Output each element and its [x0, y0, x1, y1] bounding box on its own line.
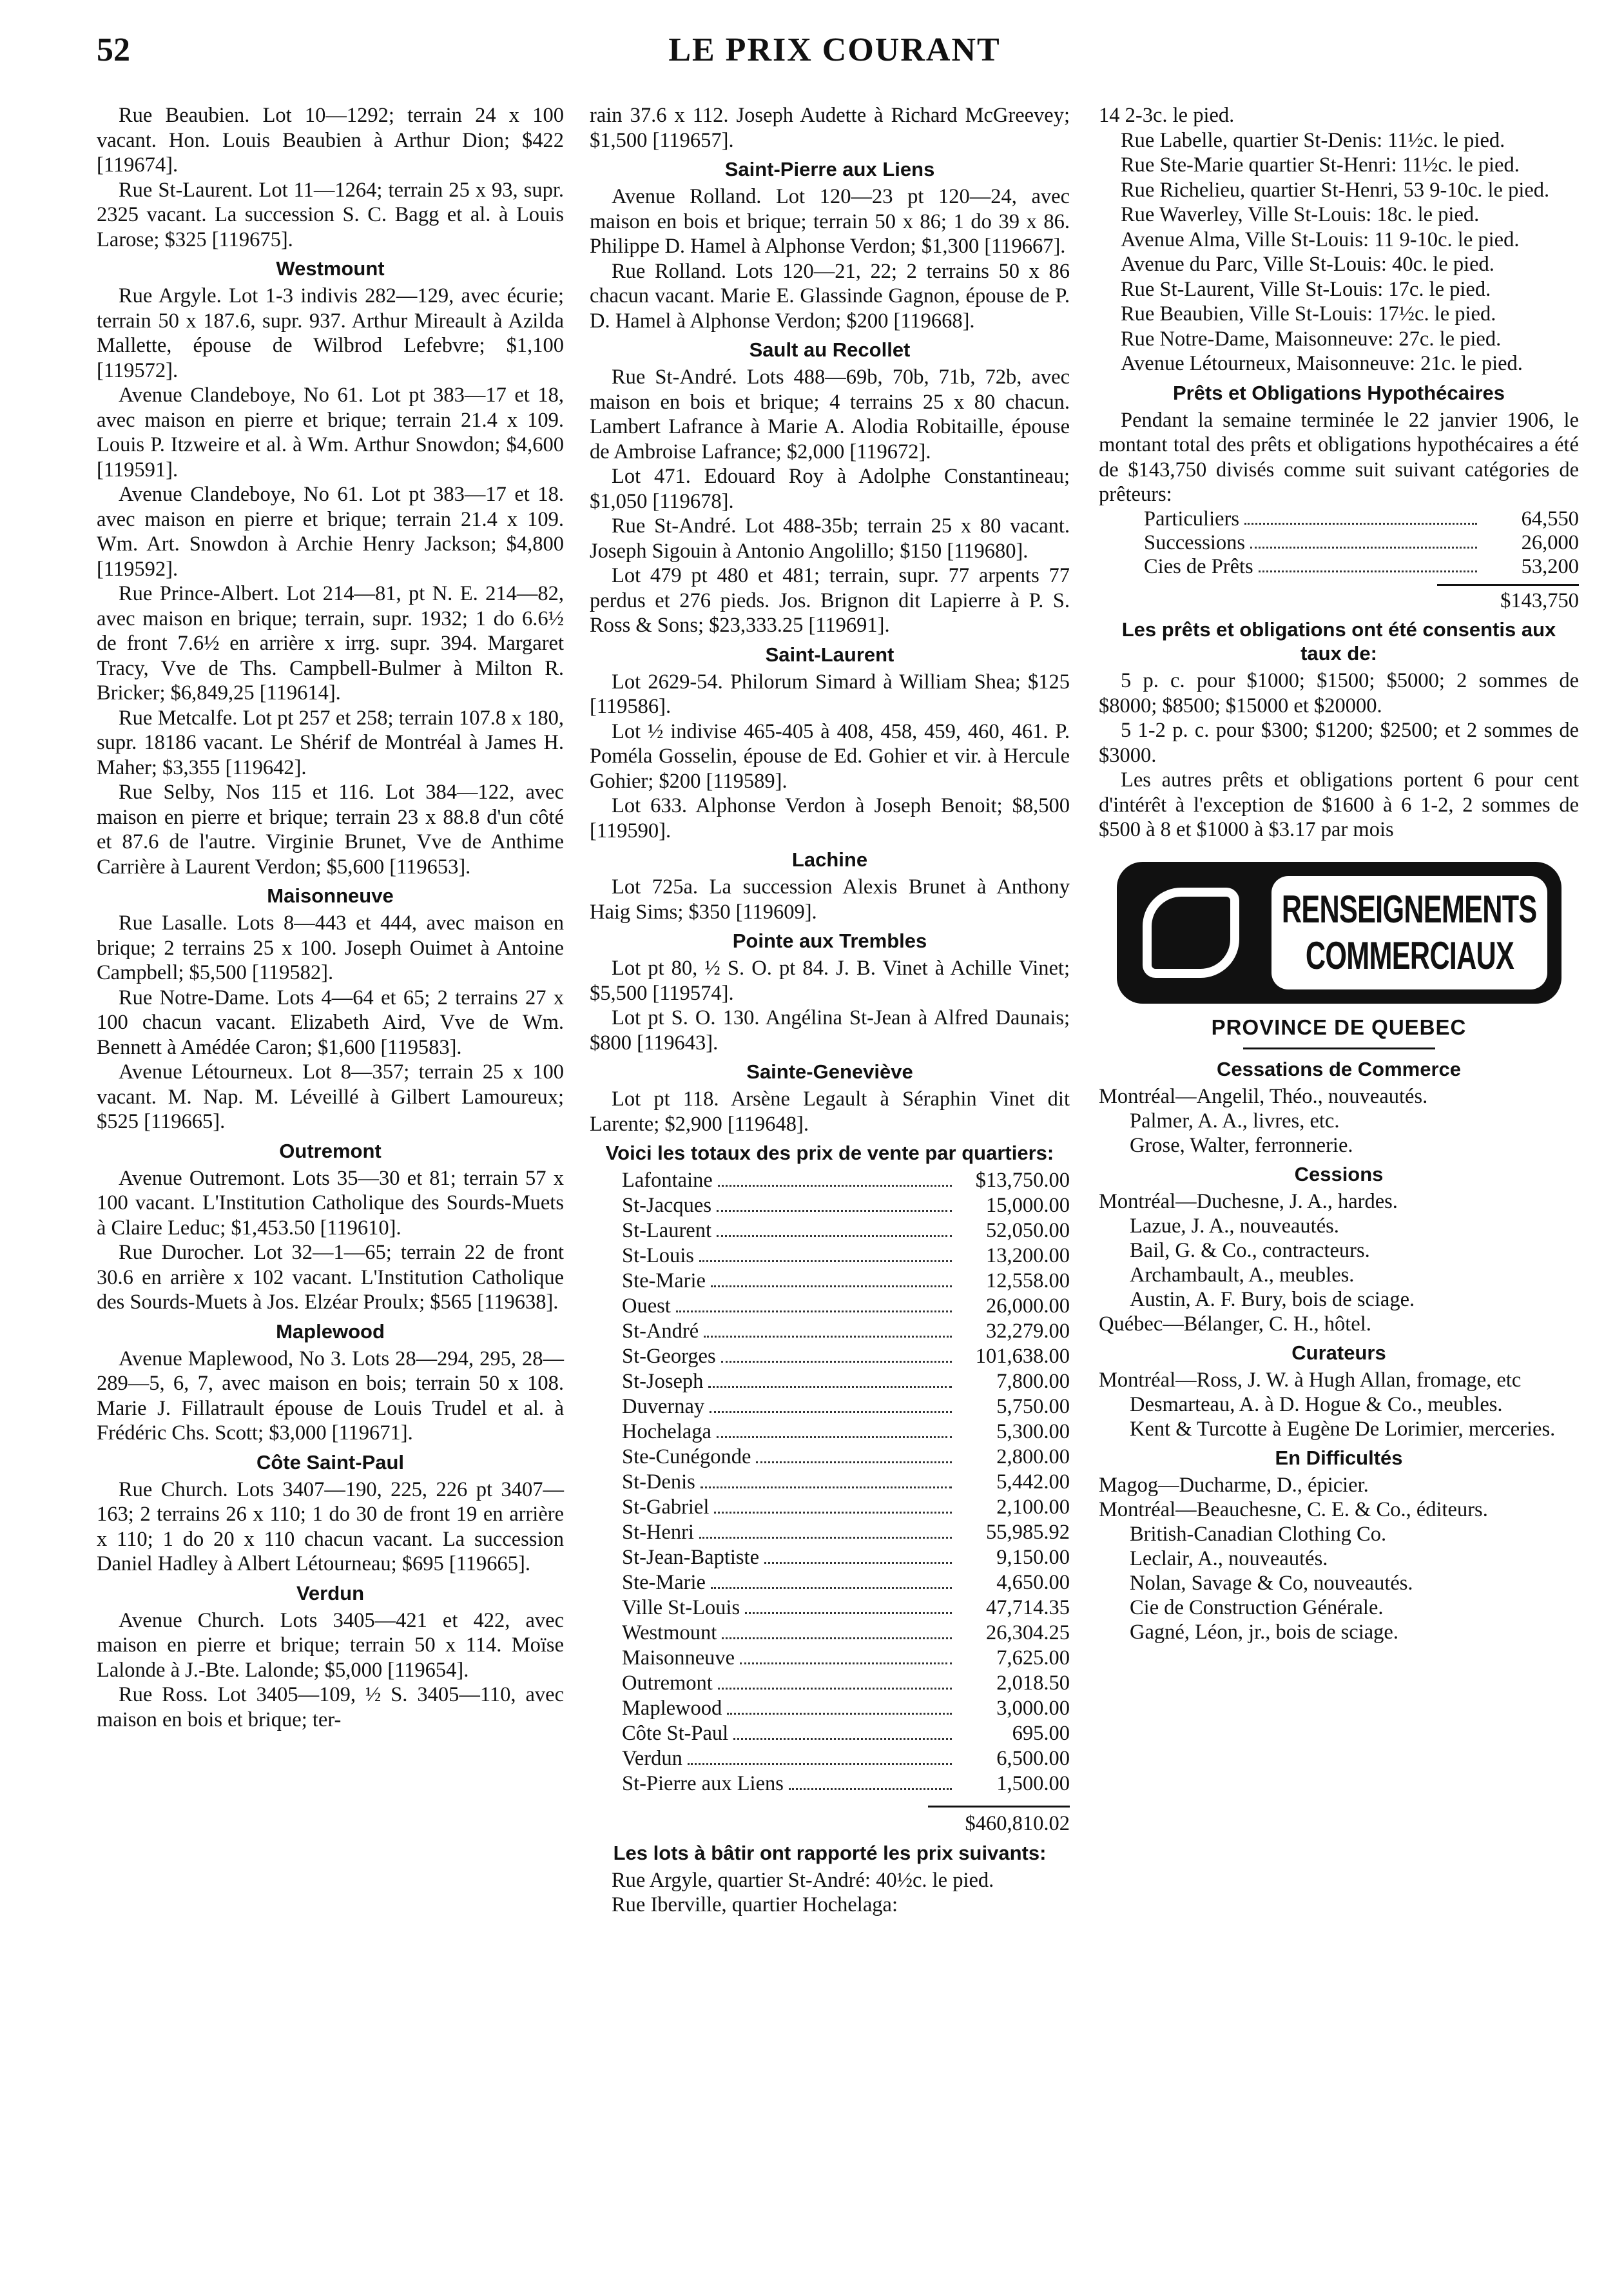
dot-leader: [699, 1260, 952, 1262]
quarter-total: 1,500.00: [996, 1772, 1070, 1795]
notice-sub-entry: Desmarteau, A. à D. Hogue & Co., meubles.: [1130, 1393, 1503, 1416]
notice-entry: Montréal—Ross, J. W. à Hugh Allan, fromage, etc: [1099, 1369, 1522, 1392]
listing-paragraph: Avenue Rolland. Lot 120—23 pt 120—24, avec maison en bois et brique; terrain 50 x 86; 1 do 39 x 86. Philippe D. Hamel à Alphonse Verdon; $1,300 [119667].: [590, 185, 1070, 258]
quarter-name: Maisonneuve: [622, 1646, 735, 1670]
totals-row: [590, 1344, 1070, 1369]
dot-leader: [789, 1788, 952, 1790]
quarter-total: 5,442.00: [996, 1470, 1070, 1494]
quarter-total: 5,750.00: [996, 1395, 1070, 1418]
logo-line-2: COMMERCIAUX: [1305, 933, 1514, 977]
totals-row: [590, 1646, 1070, 1671]
quarter-name: St-Georges: [622, 1345, 716, 1368]
loan-rates: [1099, 618, 1579, 843]
logo-emblem: [1143, 888, 1239, 978]
listing-paragraph: Rue Waverley, Ville St-Louis: 18c. le pied.: [1121, 203, 1480, 226]
quarter-name: Lafontaine: [622, 1169, 713, 1192]
listing-paragraph: Lot pt 118. Arsène Legault à Séraphin Vinet dit Larente; $2,900 [119648].: [590, 1087, 1070, 1136]
dot-leader: [717, 1210, 952, 1212]
lender-name: Particuliers: [1144, 507, 1240, 531]
notice-heading: Curateurs: [1291, 1341, 1386, 1364]
totals-row: [590, 1495, 1070, 1520]
dot-leader: [710, 1411, 952, 1413]
notice-entry: Magog—Ducharme, D., épicier.: [1099, 1474, 1369, 1497]
totals-row: [590, 1269, 1070, 1294]
listing-paragraph: 5 p. c. pour $1000; $1500; $5000; 2 sommes de $8000; $8500; $15000 et $20000.: [1099, 669, 1579, 717]
listing-paragraph: Avenue Maplewood, No 3. Lots 28—294, 295, 28—289—5, 6, 7, avec maison en bois; terrain 50 x 108. Marie J. Fillatrault épouse de Louis Trudel et al. à Frédéric Chs. Scott; $3,000 [119671].: [97, 1347, 564, 1445]
section-heading: Pointe aux Trembles: [732, 930, 927, 952]
listing-paragraph: Lot 633. Alphonse Verdon à Joseph Benoit; $8,500 [119590].: [590, 794, 1070, 843]
listing-paragraph: Rue Notre-Dame. Lots 4—64 et 65; 2 terrains 27 x 100 chacun vacant. Elizabeth Aird, Vve de Wm. Bennett à Amédée Caron; $1,600 [119583].: [97, 986, 564, 1059]
totals-row: [590, 1319, 1070, 1344]
section-heading: Saint-Laurent: [765, 643, 894, 666]
listing-paragraph: Lot ½ indivise 465-405 à 408, 458, 459, 460, 461. P. Poméla Gosselin, épouse de Ed. Gohier et vir. à Hercule Gohier; $200 [119589].: [590, 719, 1070, 793]
renseignements-commerciaux-logo: [1117, 862, 1561, 1004]
dot-leader: [721, 1361, 952, 1363]
notice-sub-entry: British-Canadian Clothing Co.: [1130, 1523, 1387, 1546]
quarter-name: Outremont: [622, 1671, 713, 1695]
notice-heading: Cessions: [1294, 1163, 1384, 1185]
listing-paragraph: Lot 471. Edouard Roy à Adolphe Constantineau; $1,050 [119678].: [590, 465, 1070, 513]
quarter-name: Ville St-Louis: [622, 1596, 740, 1619]
listing-paragraph: Rue Iberville, quartier Hochelaga:: [612, 1893, 898, 1916]
listing-paragraph: 5 1-2 p. c. pour $300; $1200; $2500; et 2 sommes de $3000.: [1099, 719, 1579, 767]
dot-leader: [722, 1637, 952, 1639]
listing-paragraph: Les autres prêts et obligations portent 6 pour cent d'intérêt à l'exception de $1600 à 6 1-2, 2 sommes de $500 à 8 et $1000 à $3.17 par mois: [1099, 768, 1579, 841]
section-heading: Les prêts et obligations ont été consentis aux taux de:: [1121, 618, 1556, 665]
quarter-total: $13,750.00: [975, 1169, 1070, 1192]
notice-sub-entry: Archambault, A., meubles.: [1130, 1263, 1355, 1287]
dot-leader: [711, 1285, 952, 1287]
province-heading: PROVINCE DE QUEBEC: [1211, 1015, 1467, 1039]
quarter-name: St-Gabriel: [622, 1496, 710, 1519]
notice-entry: Montréal—Angelil, Théo., nouveautés.: [1099, 1085, 1428, 1108]
listing-paragraph: Rue Ste-Marie quartier St-Henri: 11½c. le pied.: [1121, 153, 1520, 177]
quarter-name: St-Jacques: [622, 1194, 711, 1217]
listing-paragraph: Rue Durocher. Lot 32—1—65; terrain 22 de front 30.6 en arrière x 102 vacant. L'Institution Catholique des Sourds-Muets à Jos. Elzéar Proulx; $565 [119638].: [97, 1241, 564, 1314]
section-heading: Les lots à bâtir ont rapporté les prix suivants:: [613, 1841, 1047, 1864]
column-2-lot-prices: [590, 1841, 1070, 1918]
notice-heading: Cessations de Commerce: [1216, 1058, 1462, 1080]
notice-sub-entry: Kent & Turcotte à Eugène De Lorimier, merceries.: [1130, 1418, 1556, 1441]
quarter-total: 13,200.00: [986, 1244, 1070, 1267]
notice-sub-entry: Leclair, A., nouveautés.: [1130, 1547, 1328, 1570]
dot-leader: [756, 1461, 952, 1463]
section-heading: Verdun: [296, 1581, 365, 1604]
quarter-total: 47,714.35: [986, 1596, 1070, 1619]
quarter-name: St-Denis: [622, 1470, 695, 1494]
notice-entry: Montréal—Beauchesne, C. E. & Co., éditeurs.: [1099, 1498, 1488, 1521]
quarter-total: 695.00: [1012, 1722, 1070, 1745]
quarter-total: 2,100.00: [996, 1496, 1070, 1519]
dot-leader: [733, 1738, 952, 1740]
column-3: [1099, 103, 1579, 1644]
totals-row: [590, 1243, 1070, 1269]
page-number: 52: [97, 32, 130, 68]
listing-paragraph: Rue Rolland. Lots 120—21, 22; 2 terrains 50 x 86 chacun vacant. Marie E. Glassinde Gagnon, épouse de P. D. Hamel à Alphonse Verdon; $200 [119668].: [590, 259, 1070, 333]
notice-sub-entry: Nolan, Savage & Co, nouveautés.: [1130, 1572, 1413, 1595]
totals-row: [590, 1621, 1070, 1646]
dot-leader: [688, 1763, 952, 1765]
totals-row: [590, 1696, 1070, 1721]
lender-amount: 64,550: [1521, 507, 1579, 531]
notice-entry: Montréal—Duchesne, J. A., hardes.: [1099, 1190, 1398, 1213]
dot-leader: [717, 1436, 952, 1438]
section-heading: Saint-Pierre aux Liens: [724, 158, 935, 180]
totals-row: [590, 1771, 1070, 1797]
listing-paragraph: Rue Labelle, quartier St-Denis: 11½c. le pied.: [1121, 128, 1505, 152]
listing-paragraph: Lot 479 pt 480 et 481; terrain, supr. 77 arpents 77 perdus et 276 pieds. Jos. Brignon dit Lapierre à P. S. Ross & Sons; $23,333.25 [119691].: [590, 564, 1070, 637]
lender-row: [1144, 507, 1579, 531]
quarter-name: St-André: [622, 1320, 699, 1343]
quarter-name: Westmount: [622, 1621, 717, 1644]
quarter-total: 26,304.25: [986, 1621, 1070, 1644]
dot-leader: [740, 1662, 952, 1664]
section-heading: Prêts et Obligations Hypothécaires: [1172, 381, 1505, 404]
quarter-total: 4,650.00: [996, 1571, 1070, 1594]
listing-paragraph: Rue St-Laurent. Lot 11—1264; terrain 25 x 93, supr. 2325 vacant. La succession S. C. Bagg et al. à Louis Larose; $325 [119675].: [97, 178, 564, 251]
dot-leader: [718, 1185, 952, 1187]
listing-paragraph: Rue Church. Lots 3407—190, 225, 226 pt 3407—163; 2 terrains 26 x 110; 1 do 30 de front 19 en arrière x 110; 1 do 20 x 110 chacun vacant. La succession Daniel Hadley à Albert Létourneau; $695 [119665].: [97, 1477, 564, 1575]
commercial-notices: [1099, 1057, 1579, 1644]
quarter-name: Ste-Marie: [622, 1269, 706, 1292]
dot-leader: [717, 1235, 952, 1237]
notice-sub-entry: Lazue, J. A., nouveautés.: [1130, 1214, 1339, 1238]
notice-sub-entry: Cie de Construction Générale.: [1130, 1596, 1384, 1619]
totals-row: [590, 1419, 1070, 1445]
totals-row: [590, 1470, 1070, 1495]
listing-paragraph: Avenue du Parc, Ville St-Louis: 40c. le pied.: [1121, 253, 1494, 276]
totals-row: [590, 1218, 1070, 1243]
column-2: [590, 103, 1070, 1918]
listing-paragraph: Rue Metcalfe. Lot pt 257 et 258; terrain 107.8 x 180, supr. 18186 vacant. Le Shérif de Montréal à James H. Maher; $3,355 [119642].: [97, 706, 564, 779]
quarter-name: St-Louis: [622, 1244, 694, 1267]
totals-row: [590, 1193, 1070, 1218]
listing-paragraph: Avenue Létourneux. Lot 8—357; terrain 25 x 100 vacant. M. Nap. M. Léveillé à Gilbert Lamoureux; $525 [119665].: [97, 1060, 564, 1133]
totals-row: [590, 1520, 1070, 1545]
totals-sum: $460,810.02: [928, 1806, 1070, 1837]
quarter-total: 26,000.00: [986, 1294, 1070, 1318]
quarter-total: 32,279.00: [986, 1320, 1070, 1343]
dot-leader: [704, 1336, 952, 1338]
totals-by-quarter: [590, 1168, 1070, 1797]
quarter-name: Duvernay: [622, 1395, 705, 1418]
quarter-name: Ste-Cunégonde: [622, 1445, 751, 1468]
notice-sub-entry: Austin, A. F. Bury, bois de sciage.: [1130, 1288, 1415, 1311]
totals-row: [590, 1168, 1070, 1193]
quarter-name: Ouest: [622, 1294, 671, 1318]
notice-heading: En Difficultés: [1275, 1447, 1403, 1469]
notice-sub-entry: Palmer, A. A., livres, etc.: [1130, 1109, 1340, 1133]
lender-amount: 53,200: [1521, 554, 1579, 578]
quarter-name: Verdun: [622, 1747, 682, 1770]
dot-leader: [711, 1587, 952, 1589]
totals-row: [590, 1671, 1070, 1696]
listing-paragraph: Rue Ross. Lot 3405—109, ½ S. 3405—110, avec maison en bois et brique; ter-: [97, 1683, 564, 1731]
dot-leader: [1250, 531, 1477, 549]
section-heading: Outremont: [279, 1139, 382, 1162]
quarter-name: St-Joseph: [622, 1370, 704, 1393]
quarter-total: 101,638.00: [975, 1345, 1070, 1368]
dot-leader: [718, 1688, 952, 1690]
listing-paragraph: Rue Notre-Dame, Maisonneuve: 27c. le pied.: [1121, 327, 1502, 351]
listing-paragraph: Rue Argyle, quartier St-André: 40½c. le pied.: [612, 1868, 994, 1892]
column-2-listings: [590, 103, 1070, 1165]
section-heading: Voici les totaux des prix de vente par quartiers:: [605, 1142, 1054, 1164]
section-heading: Sault au Recollet: [749, 338, 911, 361]
listing-paragraph: Rue St-André. Lots 488—69b, 70b, 71b, 72b, avec maison en bois et brique; 4 terrains 25 x 80 chacun. Lambert Lafrance à Marie A. Alodia Robitaille, épouse de Ambroise Lafrance; $2,000 [119672].: [590, 365, 1070, 463]
lender-row: [1144, 531, 1579, 555]
lender-name: Cies de Prêts: [1144, 554, 1253, 578]
listing-paragraph: Lot pt 80, ½ S. O. pt 84. J. B. Vinet à Achille Vinet; $5,500 [119574].: [590, 957, 1070, 1005]
totals-row: [590, 1294, 1070, 1319]
section-heading: Westmount: [276, 257, 385, 280]
column-1: [97, 103, 564, 1732]
quarter-total: 55,985.92: [986, 1521, 1070, 1544]
quarter-name: St-Pierre aux Liens: [622, 1772, 784, 1795]
dot-leader: [745, 1612, 952, 1614]
listing-paragraph: Rue St-André. Lot 488-35b; terrain 25 x 80 vacant. Joseph Sigouin à Antonio Angolillo; $150 [119680].: [590, 514, 1070, 563]
lender-amount: 26,000: [1521, 531, 1579, 554]
dot-leader: [701, 1486, 952, 1488]
dot-leader: [1259, 555, 1477, 572]
dot-leader: [764, 1562, 952, 1564]
listing-paragraph: rain 37.6 x 112. Joseph Audette à Richard McGreevey; $1,500 [119657].: [590, 104, 1070, 152]
totals-row: [590, 1394, 1070, 1419]
notice-sub-entry: Grose, Walter, ferronnerie.: [1130, 1134, 1353, 1157]
listing-paragraph: Pendant la semaine terminée le 22 janvier 1906, le montant total des prêts et obligations hypothécaires a été de $143,750 divisés comme suit suivant catégories de prêteurs:: [1099, 408, 1579, 506]
dot-leader: [1244, 507, 1477, 525]
listing-paragraph: Rue Argyle. Lot 1-3 indivis 282—129, avec écurie; terrain 50 x 187.6, supr. 937. Arthur Mireault à Azilda Mallette, épouse de Wilbrod Lefebvre; $1,100 [119572].: [97, 284, 564, 382]
divider: [1243, 1047, 1435, 1049]
listing-paragraph: 14 2-3c. le pied.: [1099, 104, 1235, 127]
quarter-total: 5,300.00: [996, 1420, 1070, 1443]
listing-paragraph: Rue Prince-Albert. Lot 214—81, pt N. E. 214—82, avec maison en brique; terrain, supr. 1932; 1 do 6.6½ de front 7.6½ en arrière x irrg. supr. 394. Margaret Tracy, Vve de Ths. Campbell-Bulmer à Milton R. Bricker; $6,849,25 [119614].: [97, 582, 564, 705]
column-3-lot-prices: [1099, 103, 1579, 507]
quarter-total: 52,050.00: [986, 1219, 1070, 1242]
lenders-sum: $143,750: [1437, 584, 1579, 614]
logo-line-1: RENSEIGNEMENTS: [1282, 887, 1537, 931]
listing-paragraph: Lot 2629-54. Philorum Simard à William Shea; $125 [119586].: [590, 670, 1070, 718]
quarter-total: 6,500.00: [996, 1747, 1070, 1770]
quarter-total: 3,000.00: [996, 1697, 1070, 1720]
quarter-name: Ste-Marie: [622, 1571, 706, 1594]
listing-paragraph: Avenue Clandeboye, No 61. Lot pt 383—17 et 18. avec maison en pierre et brique; terrain 21.4 x 109. Wm. Art. Snowdon à Archie Henry Jackson; $4,800 [119592].: [97, 483, 564, 581]
listing-paragraph: Rue Richelieu, quartier St-Henri, 53 9-10c. le pied.: [1121, 178, 1550, 202]
section-heading: Maisonneuve: [267, 884, 394, 907]
totals-row: [590, 1721, 1070, 1746]
dot-leader: [708, 1386, 952, 1388]
dot-leader: [699, 1537, 952, 1539]
listing-paragraph: Lot 725a. La succession Alexis Brunet à Anthony Haig Sims; $350 [119609].: [590, 875, 1070, 924]
totals-row: [590, 1595, 1070, 1621]
listing-paragraph: Avenue Clandeboye, No 61. Lot pt 383—17 et 18, avec maison en pierre et brique; terrain 21.4 x 109. Louis P. Itzweire et al. à Wm. Arthur Snowdon; $4,600 [119591].: [97, 384, 564, 482]
lender-name: Successions: [1144, 531, 1246, 554]
section-heading: Lachine: [791, 848, 868, 871]
listing-paragraph: Avenue Outremont. Lots 35—30 et 81; terrain 57 x 100 vacant. L'Institution Catholique des Sourds-Muets à Claire Leduc; $1,453.50 [119610].: [97, 1166, 564, 1240]
quarter-total: 7,625.00: [996, 1646, 1070, 1670]
lender-categories: [1099, 507, 1579, 579]
quarter-total: 2,018.50: [996, 1671, 1070, 1695]
page-title: LE PRIX COURANT: [668, 32, 1001, 68]
listing-paragraph: Rue Lasalle. Lots 8—443 et 444, avec maison en brique; 2 terrains 25 x 100. Joseph Ouimet à Antoine Campbell; $5,500 [119582].: [97, 911, 564, 984]
listing-paragraph: Rue Beaubien, Ville St-Louis: 17½c. le pied.: [1121, 302, 1496, 326]
listing-paragraph: Lot pt S. O. 130. Angélina St-Jean à Alfred Daunais; $800 [119643].: [590, 1006, 1070, 1055]
quarter-total: 9,150.00: [996, 1546, 1070, 1569]
totals-row: [590, 1545, 1070, 1570]
listing-paragraph: Avenue Alma, Ville St-Louis: 11 9-10c. le pied.: [1121, 228, 1520, 251]
listing-paragraph: Avenue Létourneux, Maisonneuve: 21c. le pied.: [1121, 352, 1523, 375]
quarter-total: 15,000.00: [986, 1194, 1070, 1217]
notice-sub-entry: Bail, G. & Co., contracteurs.: [1130, 1239, 1370, 1262]
dot-leader: [727, 1713, 952, 1715]
quarter-name: Côte St-Paul: [622, 1722, 729, 1745]
quarter-name: Maplewood: [622, 1697, 722, 1720]
listing-paragraph: Rue Beaubien. Lot 10—1292; terrain 24 x 100 vacant. Hon. Louis Beaubien à Arthur Dion; $422 [119674].: [97, 104, 564, 177]
quarter-name: St-Jean-Baptiste: [622, 1546, 760, 1569]
quarter-total: 7,800.00: [996, 1370, 1070, 1393]
notice-sub-entry: Gagné, Léon, jr., bois de sciage.: [1130, 1621, 1398, 1644]
quarter-name: St-Laurent: [622, 1219, 711, 1242]
notice-entry: Québec—Bélanger, C. H., hôtel.: [1099, 1312, 1371, 1336]
listing-paragraph: Rue Selby, Nos 115 et 116. Lot 384—122, avec maison en pierre et brique; terrain 23 x 88.8 d'un côté et 87.6 de l'autre. Virginie Brunet, Vve de Anthime Carrière à Laurent Verdon; $5,600 [119653].: [97, 781, 564, 879]
dot-leader: [676, 1311, 952, 1312]
totals-row: [590, 1570, 1070, 1595]
quarter-total: 2,800.00: [996, 1445, 1070, 1468]
quarter-name: Hochelaga: [622, 1420, 711, 1443]
quarter-name: St-Henri: [622, 1521, 694, 1544]
totals-row: [590, 1746, 1070, 1771]
dot-leader: [714, 1512, 952, 1514]
page-header: [97, 31, 1572, 76]
listing-paragraph: Rue St-Laurent, Ville St-Louis: 17c. le pied.: [1121, 277, 1491, 301]
listing-paragraph: Avenue Church. Lots 3405—421 et 422, avec maison en pierre et brique; terrain 50 x 114. Moïse Lalonde à J.-Bte. Lalonde; $5,000 [119654].: [97, 1608, 564, 1682]
section-heading: Maplewood: [276, 1320, 385, 1343]
section-heading: Sainte-Geneviève: [746, 1060, 913, 1083]
lender-row: [1144, 555, 1579, 579]
totals-row: [590, 1369, 1070, 1394]
quarter-total: 12,558.00: [986, 1269, 1070, 1292]
section-heading: Côte Saint-Paul: [256, 1450, 405, 1474]
totals-row: [590, 1445, 1070, 1470]
